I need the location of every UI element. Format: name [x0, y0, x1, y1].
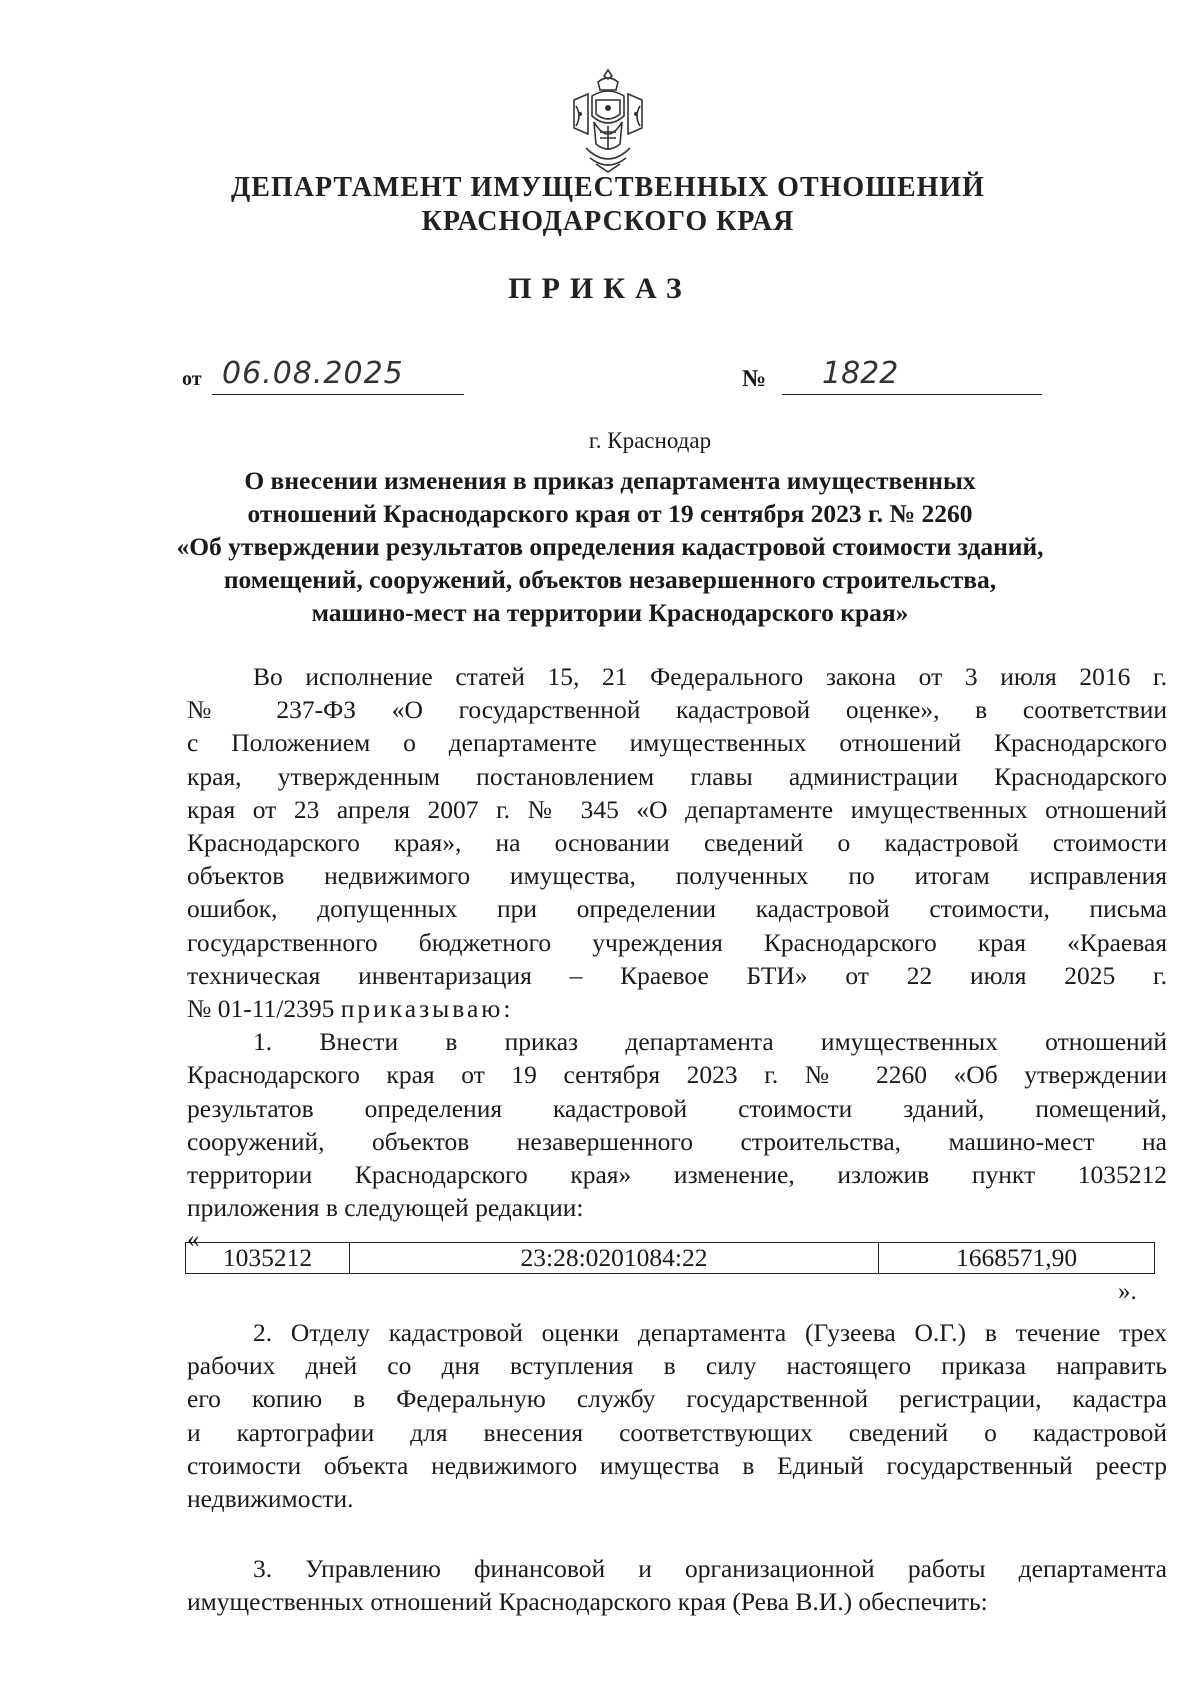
preamble-line: техническая инвентаризация – Краевое БТИ» от 22 июля 2025 г. — [187, 960, 1167, 990]
item2-line: 2. Отделу кадастровой оценки департамента (Гузеева О.Г.) в течение трех — [253, 1318, 1167, 1347]
handwritten-date: 06.08.2025 — [222, 356, 404, 391]
order-heading — [170, 464, 1050, 629]
city-name: г. Краснодар — [588, 428, 712, 453]
item1-line: приложения в следующей редакции: — [187, 1193, 584, 1223]
item2-line: стоимости объекта недвижимого имущества в Единый государственный реестр — [187, 1450, 1167, 1480]
preamble-line: Во исполнение статей 15, 21 Федерального закона от 3 июля 2016 г. — [253, 662, 1167, 691]
item3-line: имущественных отношений Краснодарского края (Рева В.И.) обеспечить: — [187, 1587, 988, 1617]
coat-of-arms-emblem-icon — [566, 66, 650, 178]
preamble-line: объектов недвижимого имущества, полученных по итогам исправления — [187, 861, 1167, 891]
item1-line: Краснодарского края от 19 сентября 2023 г. № 2260 «Об утверждении — [187, 1060, 1167, 1090]
item2-line: и картографии для внесения соответствующих сведений о кадастровой — [187, 1417, 1167, 1447]
preamble-line: с Положением о департаменте имущественных отношений Краснодарского — [187, 728, 1167, 758]
preamble-line: Краснодарского края», на основании сведений о кадастровой стоимости — [187, 828, 1167, 858]
preamble-last-line — [187, 992, 1167, 1025]
item1-line: 1. Внести в приказ департамента имущественных отношений — [253, 1027, 1167, 1057]
preamble-line: края от 23 апреля 2007 г. № 345 «О департаменте имущественных отношений — [187, 794, 1167, 824]
table-row — [186, 1243, 1155, 1274]
table-cell-cadastral-number: 23:28:0201084:22 — [350, 1243, 879, 1274]
heading-line: «Об утверждении результатов определения кадастровой стоимости зданий, — [176, 532, 1044, 561]
heading-line: помещений, сооружений, объектов незавершенного строительства, — [223, 565, 997, 594]
letter-number: № 01-11/2395 — [187, 994, 335, 1024]
item2-paragraph — [187, 1316, 1167, 1515]
quote-open: « — [187, 1226, 200, 1253]
organization-name-line-2: КРАСНОДАРСКОГО КРАЯ — [421, 206, 795, 237]
item1-line: территории Краснодарского края» изменение, изложив пункт 1035212 — [187, 1160, 1167, 1190]
item3-line: 3. Управлению финансовой и организационной работы департамента — [253, 1554, 1167, 1583]
heading-line: О внесении изменения в приказ департамента имущественных — [244, 466, 976, 495]
preamble-line: края, утвержденным постановлением главы администрации Краснодарского — [187, 761, 1167, 791]
cadastral-table — [185, 1242, 1155, 1274]
heading-line: машино-мест на территории Краснодарского края» — [311, 598, 909, 627]
item1-line: сооружений, объектов незавершенного строительства, машино-мест на — [187, 1126, 1167, 1156]
heading-line: отношений Краснодарского края от 19 сентября 2023 г. № 2260 — [247, 499, 973, 528]
preamble-line: № 237-ФЗ «О государственной кадастровой оценке», в соответствии — [187, 695, 1167, 725]
item2-line: его копию в Федеральную службу государственной регистрации, кадастра — [187, 1384, 1167, 1414]
item3-paragraph — [187, 1552, 1167, 1618]
number-label: № — [742, 366, 767, 392]
handwritten-number: 1822 — [822, 356, 899, 391]
preamble-line: государственного бюджетного учреждения Краснодарского края «Краевая — [187, 927, 1167, 957]
preamble-paragraph — [187, 660, 1167, 1224]
document-type-title: ПРИКАЗ — [508, 272, 692, 305]
item2-line: недвижимости. — [187, 1484, 354, 1514]
number-underline — [782, 394, 1042, 395]
item1-line: результатов определения кадастровой стоимости зданий, помещений, — [187, 1093, 1167, 1123]
table-cell-cadastral-value: 1668571,90 — [879, 1243, 1155, 1274]
date-label: от — [182, 368, 202, 390]
order-word: приказываю: — [340, 994, 514, 1024]
quote-close: ». — [1118, 1278, 1137, 1305]
preamble-line: ошибок, допущенных при определении кадастровой стоимости, письма — [187, 894, 1167, 924]
table-cell-item-number: 1035212 — [186, 1243, 350, 1274]
date-underline — [212, 394, 464, 395]
item2-line: рабочих дней со дня вступления в силу настоящего приказа направить — [187, 1351, 1167, 1381]
date-number-row — [182, 356, 1062, 400]
organization-name-line-1: ДЕПАРТАМЕНТ ИМУЩЕСТВЕННЫХ ОТНОШЕНИЙ — [231, 172, 985, 203]
